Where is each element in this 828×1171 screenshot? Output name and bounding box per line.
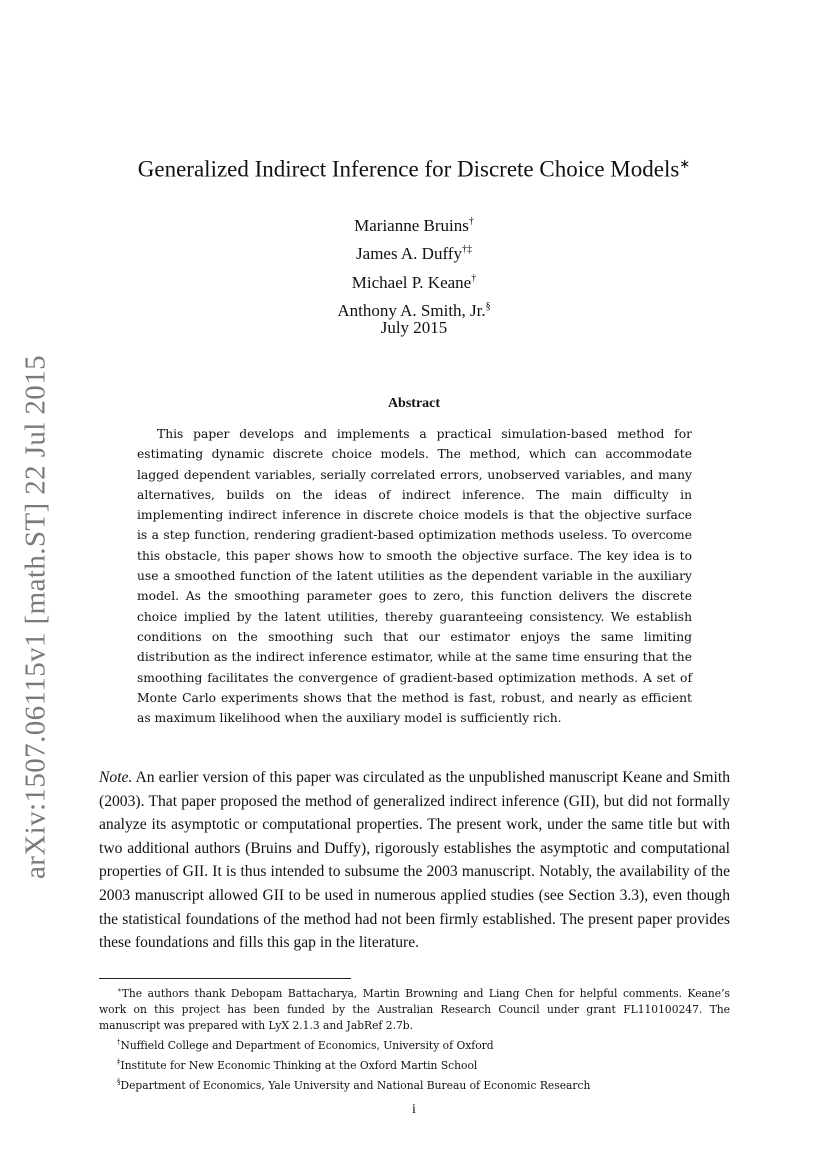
arxiv-stamp <box>14 355 58 879</box>
author-name: Anthony A. Smith, Jr. <box>337 300 486 320</box>
author-name: Marianne Bruins <box>354 216 469 235</box>
footnote-acknowledgements <box>99 982 730 1034</box>
abstract-heading: Abstract <box>387 396 441 411</box>
footnote-mark: § <box>117 1078 121 1086</box>
author-marks: †‡ <box>461 244 472 256</box>
author-list <box>214 210 614 323</box>
paper-title <box>60 156 768 183</box>
footnotes <box>99 982 730 1094</box>
footnote-mark: ‡ <box>117 1058 121 1066</box>
footnote-text: Nuffield College and Department of Economics, University of Oxford <box>120 1039 494 1052</box>
author-marks: § <box>485 300 491 312</box>
note-text: An earlier version of this paper was circulated as the unpublished manuscript Keane and Smith (2003). That paper proposed the method of generalized indirect inference (GII), but did not formally analyze its asymptotic or computational properties. The present work, under the same title but with two additional authors (Bruins and Duffy), rigorously establishes the asymptotic and computational properties of GII. It is thus intended to subsume the 2003 manuscript. Notably, the availability of the 2003 manuscript allowed GII to be used in numerous applied studies (see Section 3.3), even though the statistical foundations of the method had not been firmly established. The present paper provides these foundations and fills this gap in the literature. <box>99 769 730 952</box>
arxiv-stamp-text: arXiv:1507.06115v1 [math.ST] 22 Jul 2015 <box>19 355 52 879</box>
footnote-text: Institute for New Economic Thinking at the Oxford Martin School <box>120 1059 478 1072</box>
author-2 <box>214 238 614 266</box>
title-footnote-mark: ∗ <box>679 156 691 171</box>
footnote-mark: † <box>117 1038 121 1046</box>
footnote-affiliation-yale <box>99 1074 730 1094</box>
page-number: i <box>412 1102 416 1117</box>
footnote-mark: ∗ <box>117 986 122 994</box>
note-label: Note. <box>99 769 133 786</box>
abstract-body: This paper develops and implements a practical simulation-based method for estimating dynamic discrete choice models. The method, which can accommodate lagged dependent variables, serially correlated errors, unobserved variables, and many alternatives, builds on the ideas of indirect inference. The main difficulty in implementing indirect inference in discrete choice models is that the objective surface is a step function, rendering gradient-based optimization methods useless. To overcome this obstacle, this paper shows how to smooth the objective surface. The key idea is to use a smoothed function of the latent utilities as the dependent variable in the auxiliary model. As the smoothing parameter goes to zero, this function delivers the discrete choice implied by the latent utilities, thereby guaranteeing consistency. We establish conditions on the smoothing such that our estimator enjoys the same limiting distribution as the indirect inference estimator, while at the same time ensuring that the smoothing facilitates the convergence of gradient-based optimization methods. A set of Monte Carlo experiments shows that the method is fast, robust, and nearly as efficient as maximum likelihood when the auxiliary model is sufficiently rich. <box>137 427 692 726</box>
author-marks: † <box>471 272 477 284</box>
author-name: Michael P. Keane <box>351 272 472 292</box>
footnote-text: Department of Economics, Yale University and National Bureau of Economic Research <box>120 1079 591 1092</box>
author-1 <box>214 210 614 238</box>
footnote-text: The authors thank Debopam Battacharya, Martin Browning and Liang Chen for helpful comments. Keane’s work on this project has been funded by the Australian Research Council under grant FL110100247. The manuscript was prepared with LyX 2.1.3 and JabRef 2.7b. <box>99 987 730 1032</box>
paper-title-text: Generalized Indirect Inference for Discrete Choice Models <box>137 156 680 182</box>
paper-date: July 2015 <box>380 318 448 337</box>
author-marks: † <box>468 216 474 227</box>
footnote-affiliation-oxford <box>99 1034 730 1054</box>
note-paragraph <box>99 766 730 955</box>
author-3 <box>214 267 614 295</box>
footnote-rule <box>99 978 351 979</box>
author-name: James A. Duffy <box>356 244 462 264</box>
footnote-affiliation-inet <box>99 1054 730 1074</box>
